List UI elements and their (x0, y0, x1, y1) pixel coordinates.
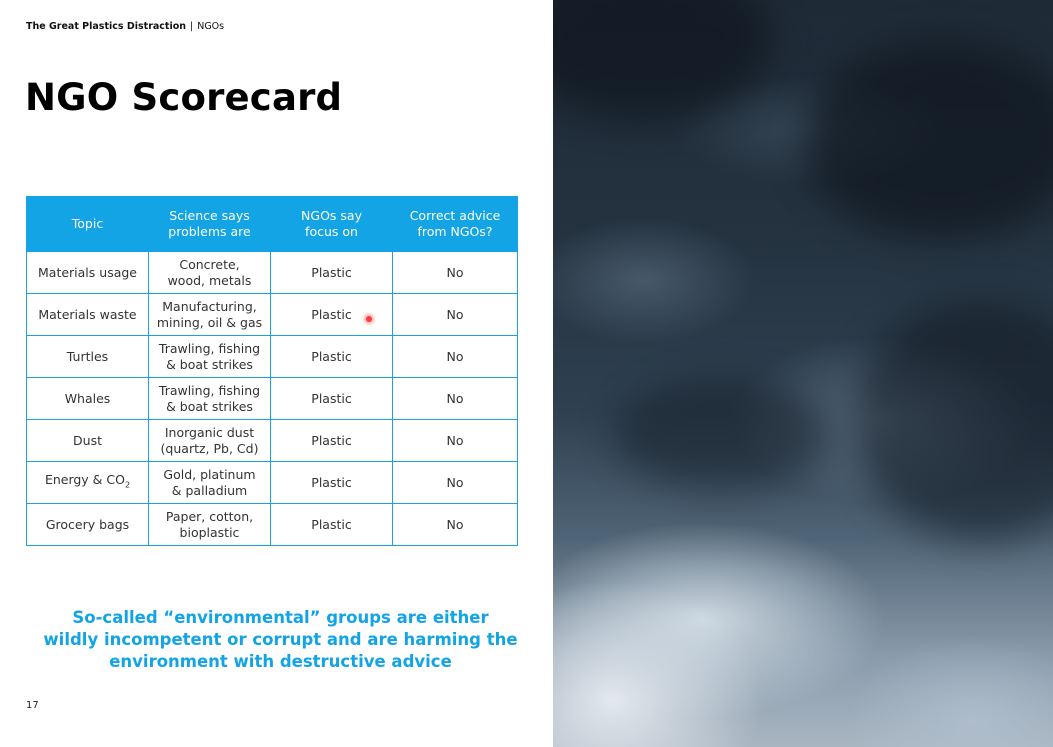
header-ngos (271, 197, 393, 252)
header-correct-line: Correct advice (409, 208, 501, 223)
cell-science-line: (quartz, Pb, Cd) (160, 440, 259, 456)
cell-ngos: Plastic (271, 462, 393, 504)
table-header-row (27, 197, 518, 252)
callout-line: So-called “environmental” groups are either (72, 608, 489, 627)
cell-science-line: Trawling, fishing (158, 382, 261, 398)
cell-topic: Materials usage (27, 252, 149, 294)
cell-ngos: Plastic (271, 252, 393, 294)
cell-science (149, 252, 271, 294)
cell-correct: No (393, 378, 518, 420)
cell-science (149, 378, 271, 420)
header-correct (393, 197, 518, 252)
page-number: 17 (26, 700, 39, 711)
cell-topic: Dust (27, 420, 149, 462)
table-row (27, 462, 518, 504)
header-correct-line: from NGOs? (417, 224, 493, 239)
breadcrumb (26, 21, 224, 32)
cell-topic (27, 462, 149, 504)
header-science-line: problems are (168, 224, 251, 239)
cell-ngos: Plastic (271, 336, 393, 378)
page-title: NGO Scorecard (25, 76, 343, 119)
table-row (27, 294, 518, 336)
header-topic: Topic (27, 197, 149, 252)
breadcrumb-section: NGOs (197, 21, 225, 32)
cell-science-line: & boat strikes (166, 398, 253, 414)
cell-science (149, 420, 271, 462)
header-science (149, 197, 271, 252)
scorecard-table (26, 196, 518, 546)
cell-science-line: Manufacturing, (162, 298, 257, 314)
cell-ngos: Plastic (271, 420, 393, 462)
cell-correct: No (393, 294, 518, 336)
cell-science-line: Inorganic dust (164, 424, 255, 440)
cell-topic-subscript: 2 (124, 480, 131, 490)
callout-line: wildly incompetent or corrupt and are harming the (43, 630, 518, 649)
cell-science (149, 336, 271, 378)
cell-ngos: Plastic (271, 504, 393, 546)
table-row (27, 252, 518, 294)
cell-science (149, 294, 271, 336)
cell-ngos: Plastic (271, 378, 393, 420)
table-row (27, 504, 518, 546)
pointer-indicator (366, 316, 372, 322)
callout-text (40, 607, 521, 673)
cell-science-line: wood, metals (167, 272, 252, 288)
cell-correct: No (393, 420, 518, 462)
storm-cloud-image (553, 0, 1053, 747)
cell-correct: No (393, 504, 518, 546)
cell-science (149, 504, 271, 546)
header-ngos-line: focus on (305, 224, 358, 239)
cell-science-line: Concrete, (179, 256, 240, 272)
cell-science-line: & palladium (171, 482, 248, 498)
cell-topic: Materials waste (27, 294, 149, 336)
cell-correct: No (393, 252, 518, 294)
cell-correct: No (393, 336, 518, 378)
cell-science (149, 462, 271, 504)
cell-science-line: Paper, cotton, (165, 508, 254, 524)
table-row (27, 336, 518, 378)
cell-science-line: Gold, platinum (163, 466, 256, 482)
cell-science-line: mining, oil & gas (156, 314, 263, 330)
table-row (27, 420, 518, 462)
cell-topic: Grocery bags (27, 504, 149, 546)
header-science-line: Science says (169, 208, 250, 223)
cell-science-line: bioplastic (179, 524, 240, 540)
cell-ngos: Plastic (271, 294, 393, 336)
cell-science-line: & boat strikes (166, 356, 253, 372)
header-ngos-line: NGOs say (301, 208, 362, 223)
cell-topic: Whales (27, 378, 149, 420)
breadcrumb-separator: | (190, 21, 194, 32)
callout-line: environment with destructive advice (109, 652, 452, 671)
cell-correct: No (393, 462, 518, 504)
cell-topic: Turtles (27, 336, 149, 378)
cell-science-line: Trawling, fishing (158, 340, 261, 356)
breadcrumb-document: The Great Plastics Distraction (26, 21, 187, 32)
cell-topic-text: Energy & CO (44, 471, 125, 487)
table-row (27, 378, 518, 420)
